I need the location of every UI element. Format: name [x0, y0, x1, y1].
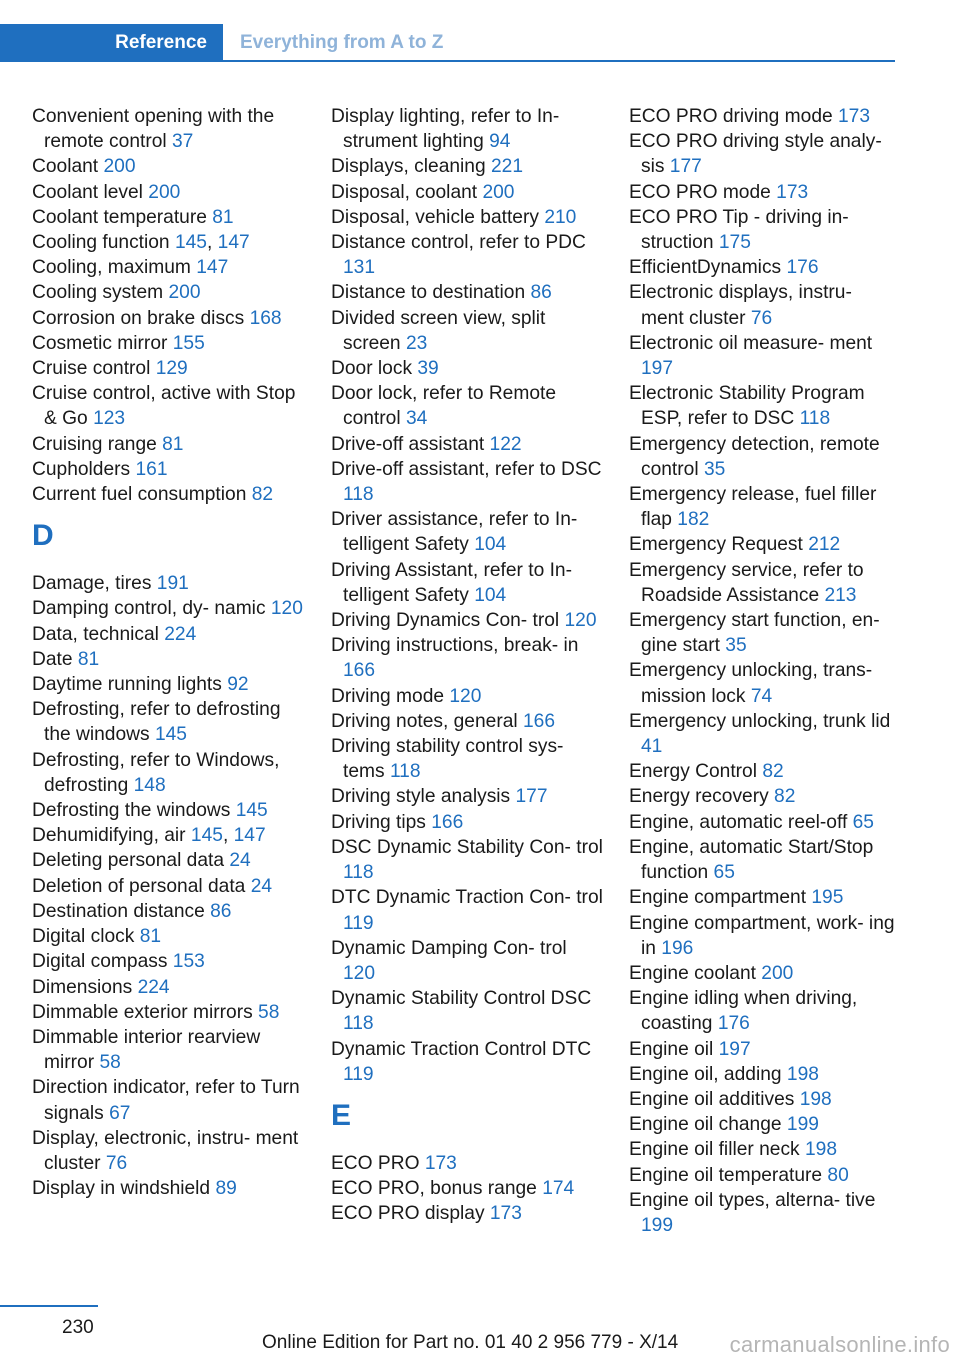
entry-term: Dimmable exterior mirrors — [32, 1001, 253, 1023]
page-link[interactable]: 200 — [103, 156, 136, 178]
entry-term: Display in windshield — [32, 1178, 211, 1200]
entry-term: Driving notes, general — [331, 710, 518, 732]
page-link[interactable]: 196 — [661, 937, 694, 959]
index-entry — [629, 759, 897, 784]
entry-term: Engine oil, adding — [629, 1063, 782, 1085]
index-entry — [331, 1201, 603, 1226]
page-link[interactable]: 182 — [677, 509, 710, 531]
page-link[interactable]: 166 — [431, 811, 464, 833]
index-entry — [629, 835, 897, 885]
entry-term: Destination distance — [32, 900, 205, 922]
entry-term: ECO PRO driving style analy- sis — [629, 131, 882, 178]
index-entry — [331, 608, 603, 633]
index-entry — [32, 596, 304, 621]
entry-term: Engine oil additives — [629, 1088, 795, 1110]
entry-term: Driving Dynamics Con- trol — [331, 610, 560, 632]
index-entry — [629, 885, 897, 910]
index-entry — [629, 1087, 897, 1112]
page-link[interactable]: 221 — [491, 156, 524, 178]
index-entry — [331, 180, 603, 205]
page-link[interactable]: 173 — [838, 106, 871, 127]
entry-term: Emergency detection, remote control — [629, 433, 880, 480]
entry-term: Coolant temperature — [32, 206, 207, 228]
index-entry — [629, 961, 897, 986]
entry-term: Date — [32, 648, 73, 670]
entry-term: Cooling system — [32, 282, 164, 304]
entry-term: Emergency Request — [629, 534, 803, 556]
page-link[interactable]: 76 — [105, 1152, 128, 1174]
index-entry — [331, 1037, 603, 1087]
page-link[interactable]: 118 — [389, 761, 421, 783]
index-entry — [629, 608, 897, 658]
page-link[interactable]: 200 — [168, 282, 201, 304]
page-link[interactable]: 92 — [227, 674, 249, 696]
entry-term: Driving Assistant, refer to In- telligent Safety — [331, 559, 572, 606]
page-link[interactable]: 24 — [250, 875, 273, 897]
page-link[interactable]: 173 — [424, 1152, 457, 1174]
entry-term: Engine oil change — [629, 1114, 782, 1136]
entry-term: Disposal, coolant — [331, 181, 478, 203]
index-entry — [331, 810, 603, 835]
tab-reference[interactable]: Reference — [0, 24, 223, 62]
index-entry — [32, 848, 304, 873]
entry-term: Corrosion on brake discs — [32, 307, 245, 329]
index-entry — [32, 924, 304, 949]
index-entry — [32, 1176, 304, 1201]
index-entry — [629, 381, 897, 431]
page-link[interactable]: 80 — [827, 1164, 849, 1186]
entry-term: Engine oil temperature — [629, 1164, 823, 1186]
entry-term: ECO PRO display — [331, 1203, 485, 1225]
entry-term: Engine, automatic Start/Stop function — [629, 836, 874, 884]
entry-term: Disposal, vehicle battery — [331, 206, 539, 228]
index-entry — [331, 936, 603, 986]
page-link[interactable]: 58 — [99, 1052, 121, 1074]
page-link[interactable]: 81 — [162, 433, 184, 455]
index-entry — [629, 331, 897, 381]
entry-term: Cruise control, active with Stop & Go — [32, 383, 296, 430]
page-link[interactable]: 129 — [155, 358, 188, 380]
index-column-3 — [629, 104, 897, 1238]
entry-term: Engine oil filler neck — [629, 1139, 800, 1161]
entry-term: Cruising range — [32, 433, 157, 455]
page-link[interactable]: 155 — [172, 332, 205, 354]
index-entry — [32, 975, 304, 1000]
page-link[interactable]: 35 — [703, 458, 726, 480]
index-entry — [32, 154, 304, 179]
page-link[interactable]: 200 — [761, 962, 794, 984]
entry-term: Dehumidifying, air — [32, 825, 186, 847]
tab-everything-a-to-z[interactable]: Everything from A to Z — [240, 32, 444, 53]
index-entry — [331, 684, 603, 709]
index-entry — [331, 381, 603, 431]
page-link[interactable]: 76 — [750, 307, 773, 329]
entry-term: Energy Control — [629, 761, 757, 783]
entry-term: Electronic Stability Program ESP, refer to DSC — [629, 383, 865, 430]
entry-term: Driver assistance, refer to In- telligent Safety — [331, 509, 578, 556]
entry-term: ECO PRO Tip - driving in- struction — [629, 206, 849, 254]
index-entry — [32, 381, 304, 431]
index-entry — [629, 1062, 897, 1087]
index-entry — [331, 306, 603, 356]
entry-term: Driving style analysis — [331, 786, 511, 808]
entry-term: Electronic oil measure- ment — [629, 332, 873, 354]
page-link[interactable]: 23 — [405, 332, 428, 354]
page-link[interactable]: 147 — [217, 232, 250, 254]
page-link[interactable]: 34 — [405, 408, 428, 430]
index-entry — [331, 457, 603, 507]
entry-term: Deletion of personal data — [32, 875, 246, 897]
entry-term: ECO PRO — [331, 1152, 420, 1174]
page-link[interactable]: 197 — [641, 358, 674, 380]
page-link[interactable]: 147 — [233, 825, 266, 847]
page-link[interactable]: 65 — [852, 811, 874, 833]
page-link[interactable]: 198 — [786, 1063, 819, 1085]
index-entry — [331, 986, 603, 1036]
page-link[interactable]: 166 — [343, 660, 376, 682]
page-link[interactable]: 147 — [196, 257, 229, 279]
page-link[interactable]: 65 — [713, 862, 735, 884]
index-entry — [32, 748, 304, 798]
index-entry — [32, 647, 304, 672]
index-entry — [331, 154, 603, 179]
page-link[interactable]: 104 — [474, 534, 507, 556]
entry-term: Drive-off assistant, refer to DSC — [331, 458, 602, 480]
index-entry — [629, 432, 897, 482]
page-link[interactable]: 35 — [725, 635, 747, 657]
index-entry — [32, 874, 304, 899]
entry-term: Engine coolant — [629, 962, 756, 984]
index-entry — [629, 1112, 897, 1137]
entry-term: Engine, automatic reel-off — [629, 811, 848, 833]
page-link[interactable]: 168 — [249, 307, 282, 329]
index-entry — [32, 280, 304, 305]
entry-term: Convenient opening with the remote control — [32, 106, 275, 153]
page-link[interactable]: 123 — [93, 408, 126, 430]
index-entry — [32, 899, 304, 924]
index-entry — [32, 622, 304, 647]
index-column-1 — [32, 104, 304, 1201]
index-entry — [629, 255, 897, 280]
index-entry — [331, 230, 603, 280]
page-link[interactable]: 198 — [799, 1088, 832, 1110]
page-link[interactable]: 173 — [776, 181, 809, 203]
page-link[interactable]: 145 — [235, 800, 268, 822]
entry-term: Distance to destination — [331, 282, 526, 304]
index-entry — [331, 280, 603, 305]
page-link[interactable]: 82 — [762, 761, 784, 783]
entry-term: Electronic displays, instru- ment cluster — [629, 282, 852, 329]
index-entry — [629, 1188, 897, 1238]
entry-term: Engine idling when driving, coasting — [629, 988, 858, 1035]
index-entry — [32, 180, 304, 205]
index-entry — [32, 432, 304, 457]
index-entry — [629, 709, 897, 759]
edition-note: Online Edition for Part no. 01 40 2 956 779 - X/14 — [262, 1332, 679, 1353]
index-entry — [629, 532, 897, 557]
page-separator: , — [206, 232, 213, 254]
page-link[interactable]: 197 — [718, 1038, 751, 1060]
entry-term: ECO PRO mode — [629, 181, 771, 203]
page-link[interactable]: 118 — [343, 484, 374, 506]
page-link[interactable]: 177 — [669, 156, 702, 178]
page-link[interactable]: 37 — [171, 131, 194, 153]
page-link[interactable]: 175 — [718, 232, 751, 254]
page-link[interactable]: 200 — [148, 181, 181, 203]
page-link[interactable]: 118 — [343, 862, 374, 884]
page-link[interactable]: 153 — [172, 951, 205, 973]
entry-term: Engine oil types, alterna- tive — [629, 1189, 876, 1211]
index-entry — [629, 280, 897, 330]
entry-term: Displays, cleaning — [331, 156, 486, 178]
entry-term: Door lock — [331, 358, 413, 380]
entry-term: Cooling, maximum — [32, 257, 191, 279]
page-link[interactable]: 81 — [139, 926, 162, 948]
entry-term: Driving mode — [331, 685, 445, 707]
entry-term: Coolant level — [32, 181, 143, 203]
page-link[interactable]: 131 — [343, 257, 376, 279]
index-entry — [629, 810, 897, 835]
page-link[interactable]: 166 — [523, 710, 556, 732]
index-entry — [629, 1137, 897, 1162]
entry-term: Emergency unlocking, trunk lid — [629, 710, 891, 732]
index-entry — [32, 104, 304, 154]
page-link[interactable]: 104 — [474, 584, 507, 606]
index-entry — [331, 835, 603, 885]
index-entry — [32, 1000, 304, 1025]
index-entry — [32, 482, 304, 507]
index-entry — [331, 885, 603, 935]
entry-term: DSC Dynamic Stability Con- trol — [331, 836, 603, 858]
watermark: carmanualsonline.info — [729, 1332, 950, 1357]
index-entry — [629, 129, 897, 179]
page-link[interactable]: 41 — [641, 736, 663, 758]
entry-term: Emergency service, refer to Roadside Assistance — [629, 559, 864, 606]
page-link[interactable]: 120 — [564, 610, 597, 632]
index-entry — [629, 558, 897, 608]
entry-term: DTC Dynamic Traction Con- trol — [331, 887, 603, 909]
page-link[interactable]: 199 — [641, 1214, 674, 1236]
page-link[interactable]: 74 — [750, 685, 773, 707]
entry-term: Digital clock — [32, 926, 135, 948]
page-link[interactable]: 89 — [215, 1178, 237, 1200]
entry-term: Driving instructions, break- in — [331, 635, 579, 657]
page-link[interactable]: 177 — [515, 786, 548, 808]
page-link[interactable]: 81 — [77, 648, 100, 670]
page-link[interactable]: 86 — [210, 900, 232, 922]
index-entry — [32, 255, 304, 280]
entry-term: Cupholders — [32, 458, 131, 480]
entry-term: Defrosting, refer to Windows, defrosting — [32, 749, 280, 796]
index-entry — [629, 482, 897, 532]
entry-term: Driving tips — [331, 811, 426, 833]
page-link[interactable]: 176 — [786, 257, 819, 279]
index-column-2 — [331, 104, 603, 1227]
entry-term: Defrosting, refer to defrosting the windows — [32, 699, 281, 746]
page-link[interactable]: 148 — [133, 774, 166, 796]
page-link[interactable]: 120 — [270, 598, 303, 620]
entry-term: Dimmable interior rearview mirror — [32, 1026, 261, 1074]
entry-term: Current fuel consumption — [32, 484, 247, 506]
page-number: 230 — [62, 1317, 94, 1338]
index-entry — [331, 709, 603, 734]
page-link[interactable]: 118 — [343, 1013, 374, 1035]
entry-term: Deleting personal data — [32, 850, 225, 872]
page-link[interactable]: 176 — [717, 1013, 750, 1035]
index-entry — [32, 949, 304, 974]
index-entry — [32, 1025, 304, 1075]
page-link[interactable]: 58 — [258, 1001, 280, 1023]
page-link[interactable]: 191 — [156, 573, 189, 595]
page-link[interactable]: 94 — [489, 131, 511, 153]
page-link[interactable]: 120 — [449, 685, 482, 707]
index-entry — [629, 205, 897, 255]
index-entry — [331, 507, 603, 557]
index-entry — [331, 432, 603, 457]
page-link[interactable]: 118 — [799, 408, 831, 430]
index-entry — [331, 104, 603, 154]
entry-term: Engine compartment, work- ing in — [629, 912, 895, 959]
entry-term: Engine compartment — [629, 887, 807, 909]
index-entry — [32, 457, 304, 482]
index-entry — [32, 798, 304, 823]
page-link[interactable]: 145 — [174, 232, 207, 254]
page-link[interactable]: 119 — [343, 912, 374, 934]
index-entry — [32, 331, 304, 356]
index-entry — [629, 1037, 897, 1062]
page-link[interactable]: 82 — [251, 484, 274, 506]
index-entry — [32, 1075, 304, 1125]
page-link[interactable]: 198 — [805, 1139, 838, 1161]
entry-term: Dynamic Damping Con- trol — [331, 937, 567, 959]
index-entry — [331, 1151, 603, 1176]
page-separator: , — [222, 825, 229, 847]
page-link[interactable]: 81 — [212, 206, 234, 228]
entry-term: Dimensions — [32, 976, 133, 998]
index-entry — [331, 558, 603, 608]
index-entry — [32, 1126, 304, 1176]
page-link[interactable]: 119 — [343, 1063, 374, 1085]
page-link[interactable]: 120 — [343, 962, 376, 984]
entry-term: Cosmetic mirror — [32, 332, 168, 354]
page-link[interactable]: 39 — [417, 358, 439, 380]
footer-rule — [0, 1305, 98, 1307]
page-link[interactable]: 210 — [544, 206, 577, 228]
index-entry — [32, 230, 304, 255]
entry-term: Engine oil — [629, 1038, 714, 1060]
index-entry — [331, 356, 603, 381]
entry-term: Distance control, refer to PDC — [331, 232, 586, 254]
index-entry — [629, 911, 897, 961]
page-link[interactable]: 82 — [774, 786, 796, 808]
index-entry — [331, 734, 603, 784]
page-link[interactable]: 213 — [824, 584, 857, 606]
entry-term: Dynamic Traction Control DTC — [331, 1038, 592, 1060]
index-entry — [32, 205, 304, 230]
entry-term: EfficientDynamics — [629, 257, 782, 279]
index-entry — [32, 672, 304, 697]
index-entry — [32, 697, 304, 747]
entry-term: Cruise control — [32, 358, 151, 380]
entry-term: Emergency start function, en- gine start — [629, 610, 880, 657]
entry-term: Cooling function — [32, 232, 170, 254]
index-entry — [331, 784, 603, 809]
entry-term: Drive-off assistant — [331, 433, 485, 455]
section-letter: D — [32, 519, 54, 553]
entry-term: Door lock, refer to Remote control — [331, 383, 557, 430]
page-link[interactable]: 145 — [190, 825, 223, 847]
page-link[interactable]: 67 — [109, 1102, 131, 1124]
page-header — [0, 24, 895, 62]
page-link[interactable]: 161 — [135, 458, 168, 480]
index-entry — [629, 986, 897, 1036]
page-link[interactable]: 200 — [482, 181, 515, 203]
index-entry — [629, 658, 897, 708]
index-entry — [32, 571, 304, 596]
entry-term: ECO PRO, bonus range — [331, 1178, 537, 1200]
entry-term: Emergency unlocking, trans- mission lock — [629, 660, 873, 707]
entry-term: Emergency release, fuel filler flap — [629, 484, 877, 531]
index-entry — [32, 356, 304, 381]
entry-term: ECO PRO driving mode — [629, 106, 833, 127]
entry-term: Digital compass — [32, 951, 168, 973]
page-link[interactable]: 122 — [489, 433, 522, 455]
entry-term: Divided screen view, split screen — [331, 307, 546, 354]
index-entry — [331, 1176, 603, 1201]
index-entry — [32, 823, 304, 848]
index-entry — [629, 104, 897, 129]
entry-term: Coolant — [32, 156, 99, 178]
page-link[interactable]: 224 — [164, 623, 197, 645]
entry-term: Direction indicator, refer to Turn signals — [32, 1077, 300, 1124]
page-link[interactable]: 86 — [530, 282, 552, 304]
index-entry — [331, 205, 603, 230]
page-link[interactable]: 195 — [811, 887, 844, 909]
entry-term: Data, technical — [32, 623, 159, 645]
page-link[interactable]: 212 — [808, 534, 841, 556]
page-link[interactable]: 174 — [542, 1178, 575, 1200]
entry-term: Energy recovery — [629, 786, 769, 808]
page-link[interactable]: 24 — [229, 850, 251, 872]
entry-term: Daytime running lights — [32, 674, 222, 696]
entry-term: Driving stability control sys- tems — [331, 736, 564, 783]
header-rule — [0, 60, 895, 62]
entry-term: Damping control, dy- namic — [32, 598, 266, 620]
entry-term: Display lighting, refer to In- strument lighting — [331, 106, 560, 153]
page-link[interactable]: 145 — [154, 724, 187, 746]
index-entry — [32, 306, 304, 331]
index-entry — [629, 180, 897, 205]
entry-term: Dynamic Stability Control DSC — [331, 988, 592, 1010]
entry-term: Damage, tires — [32, 573, 152, 595]
index-entry — [629, 1163, 897, 1188]
page-link[interactable]: 173 — [489, 1203, 522, 1225]
page-link[interactable]: 224 — [137, 976, 170, 998]
page-link[interactable]: 199 — [786, 1114, 819, 1136]
index-entry — [331, 633, 603, 683]
index-entry — [629, 784, 897, 809]
entry-term: Defrosting the windows — [32, 800, 231, 822]
section-letter: E — [331, 1098, 352, 1132]
entry-term: Display, electronic, instru- ment cluster — [32, 1127, 299, 1174]
